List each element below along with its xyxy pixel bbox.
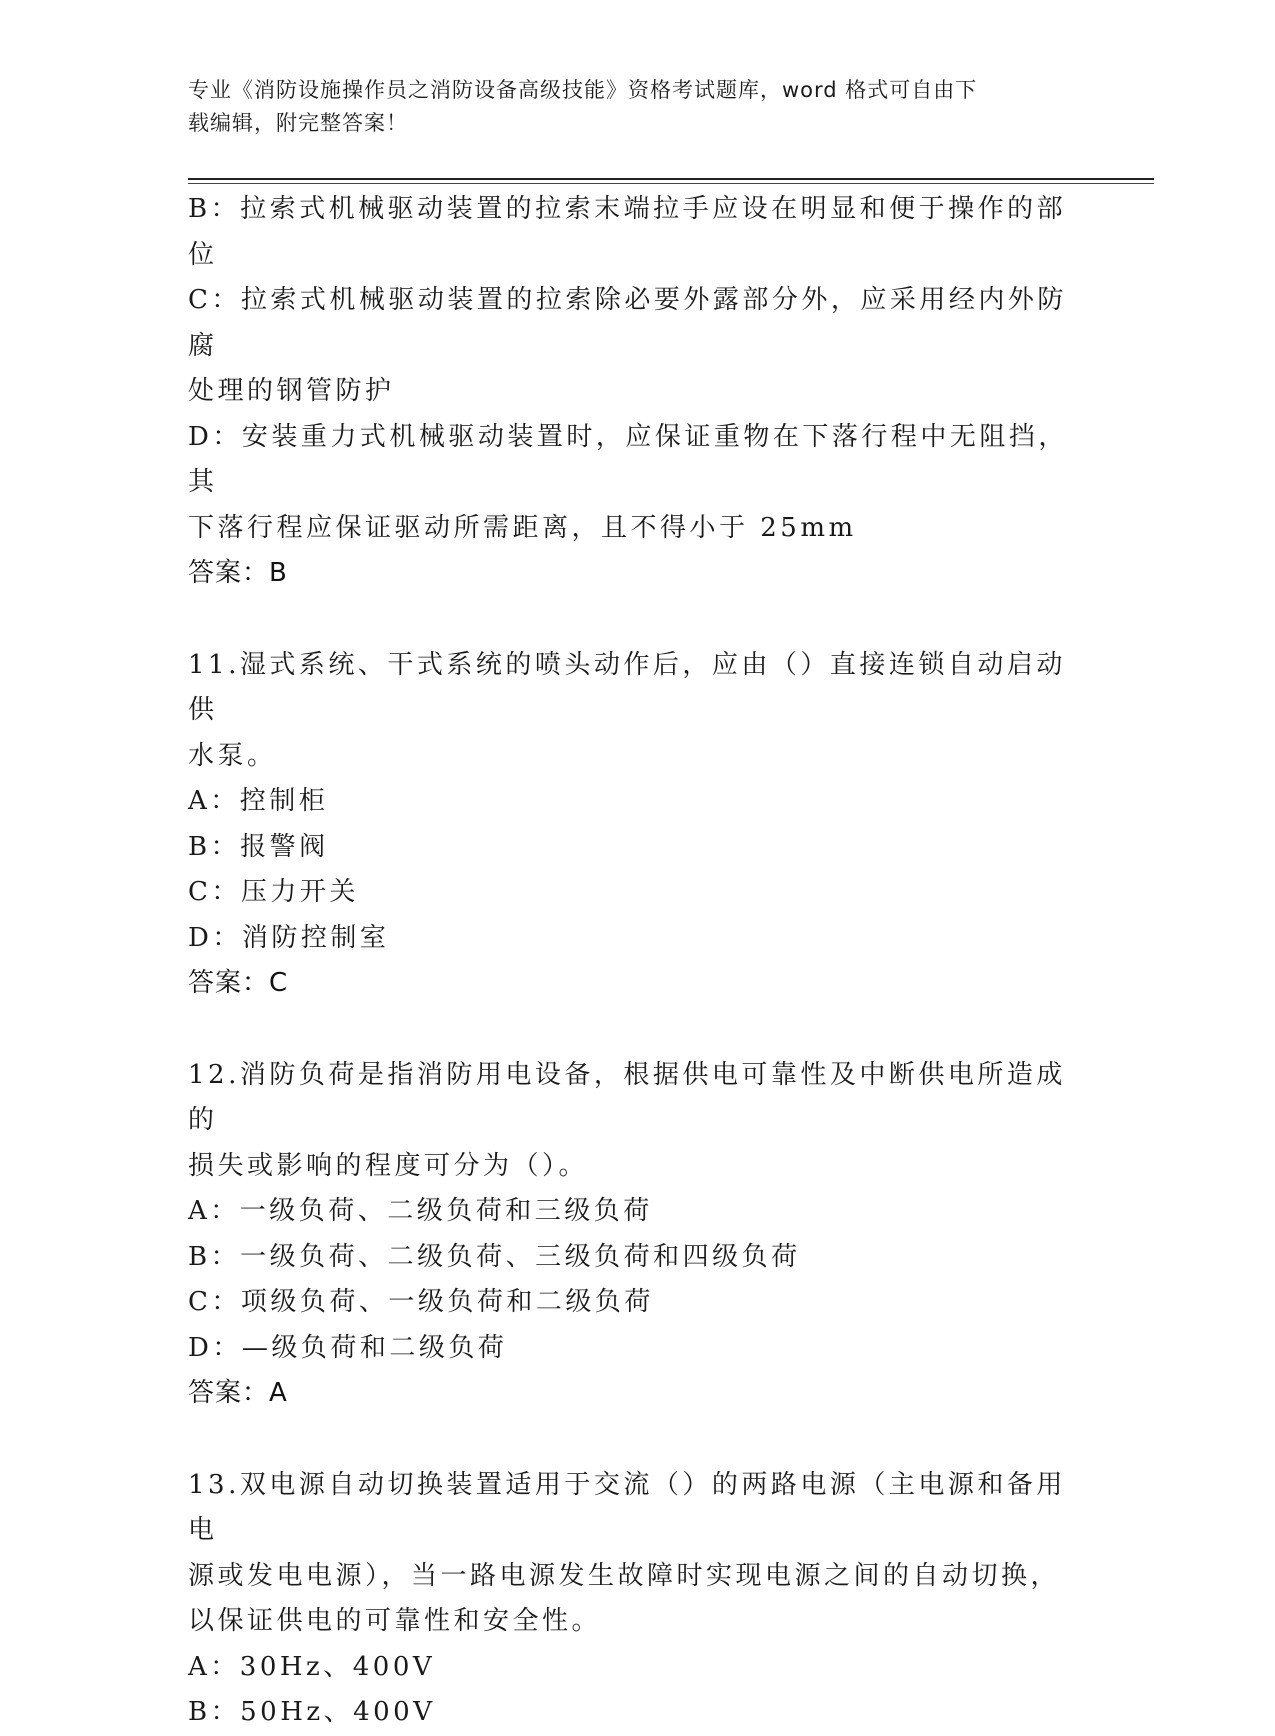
question-12-stem-line-1: 12.消防负荷是指消防用电设备，根据供电可靠性及中断供电所造成的 [188,1059,1066,1135]
question-11-answer: 答案：C [188,968,289,998]
header-line-2: 载编辑，附完整答案！ [188,111,408,135]
question-13-stem-line-3: 以保证供电的可靠性和安全性。 [188,1606,602,1636]
question-11-stem-line-2: 水泵。 [188,740,277,771]
question-12-answer: 答案：A [188,1378,288,1408]
option-c-continuation: 处理的钢管防护 [188,376,395,406]
header-line-1: 专业《消防设施操作员之消防设备高级技能》资格考试题库，word 格式可自由下 [188,78,978,102]
question-12 [188,1053,1068,1417]
document-header [188,74,1068,140]
option-a: A：控制柜 [188,786,329,816]
header-divider-thin [188,183,1154,184]
option-b: B：一级负荷、二级负荷、三级负荷和四级负荷 [188,1241,801,1272]
option-c: C：拉索式机械驱动装置的拉索除必要外露部分外，应采用经内外防腐 [188,285,1067,361]
option-a: A：一级负荷、二级负荷和三级负荷 [188,1196,653,1226]
document-body [188,187,1068,1736]
option-c: C：压力开关 [188,877,359,907]
option-d-continuation: 下落行程应保证驱动所需距离，且不得小于 25mm [188,512,857,543]
option-a: A：30Hz、400V [188,1651,436,1682]
question-13 [188,1463,1068,1736]
question-10-answer: 答案：B [188,558,288,588]
spacer [188,1417,1068,1463]
spacer [188,597,1068,643]
option-b: B：拉索式机械驱动装置的拉索末端拉手应设在明显和便于操作的部位 [188,194,1067,270]
question-11-stem-line-1: 11.湿式系统、干式系统的喷头动作后，应由（）直接连锁自动启动供 [188,649,1066,725]
option-b: B：50Hz、400V [188,1697,436,1727]
question-13-stem-line-2: 源或发电电源），当一路电源发生故障时实现电源之间的自动切换， [188,1560,1061,1591]
option-c: C：项级负荷、一级负荷和二级负荷 [188,1287,654,1317]
question-13-stem-line-1: 13.双电源自动切换装置适用于交流（）的两路电源（主电源和备用电 [188,1469,1066,1545]
question-12-stem-line-2: 损失或影响的程度可分为（）。 [188,1150,589,1181]
option-d: D：安装重力式机械驱动装置时，应保证重物在下落行程中无阻挡，其 [188,421,1068,497]
option-b: B：报警阀 [188,831,329,862]
question-11 [188,643,1068,1007]
option-d: D：—级负荷和二级负荷 [188,1332,508,1363]
option-d: D：消防控制室 [188,922,390,953]
spacer [188,1007,1068,1053]
header-divider-thick [188,178,1154,180]
question-10-options-continued [188,187,1068,551]
